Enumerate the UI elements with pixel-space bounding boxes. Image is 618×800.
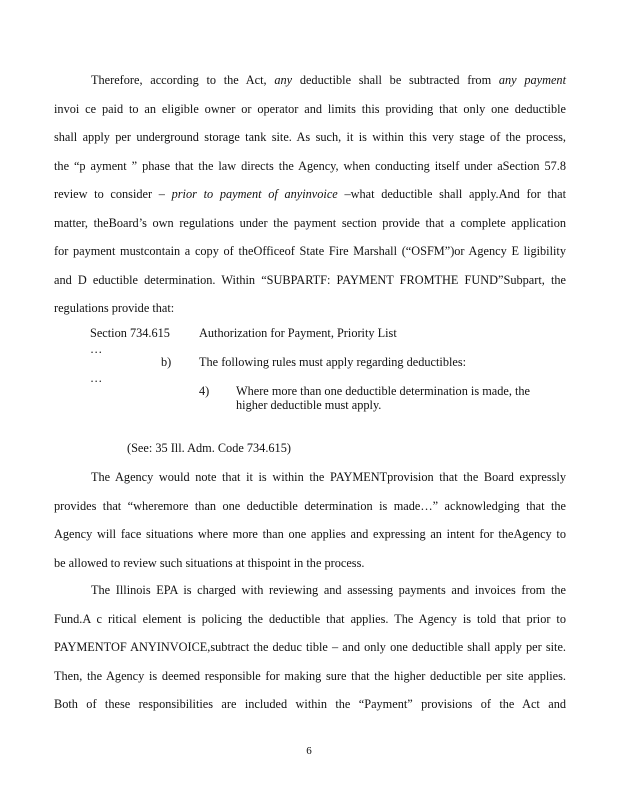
page-number: 6 <box>306 745 312 757</box>
paragraph-line <box>54 66 566 95</box>
paragraph-line: regulations provide that: <box>54 301 175 315</box>
emphasis-text: any payment <box>498 73 567 87</box>
quote-subitem-text: Where more than one deductible determination is made, the <box>236 384 530 398</box>
text-run: –what deductible shall apply.And for that <box>344 187 566 201</box>
paragraph-line: for payment mustcontain a copy of theOfficeof State Fire Marshall (“OSFM”)or Agency E ligibility <box>54 244 566 258</box>
quote-ellipsis: … <box>90 342 103 356</box>
paragraph-line: Both of these responsibilities are included within the “Payment” provisions of the Act and <box>54 697 566 711</box>
paragraph-line: shall apply per underground storage tank site. As such, it is within this very stage of the process, <box>54 130 566 144</box>
paragraph-line: Then, the Agency is deemed responsible for making sure that the higher deductible per site applies. <box>54 668 566 683</box>
quote-section-number: Section 734.615 <box>90 326 170 340</box>
text-run: deductible shall be subtracted from <box>299 73 492 87</box>
quote-ellipsis: … <box>90 371 103 385</box>
emphasis-text: prior to payment of anyinvoice <box>171 187 338 201</box>
paragraph-line: Fund.A c ritical element is policing the deductible that applies. The Agency is told that prior to <box>54 611 566 626</box>
paragraph-3 <box>54 576 566 719</box>
paragraph-line: matter, theBoard’s own regulations under the payment section provide that a complete application <box>54 215 566 230</box>
paragraph-line: invoi ce paid to an eligible owner or operator and limits this providing that only one deductible <box>54 101 566 116</box>
quote-item-label: b) <box>161 355 172 369</box>
paragraph-line: The Illinois EPA is charged with reviewing and assessing payments and invoices from the <box>91 583 566 597</box>
text-run: review to consider – <box>54 187 165 201</box>
quote-section-title: Authorization for Payment, Priority List <box>199 326 397 340</box>
paragraph-line: PAYMENTOF ANYINVOICE,subtract the deduc tible – and only one deductible shall apply per site. <box>54 640 566 654</box>
paragraph-line: the “p ayment ” phase that the law directs the Agency, when conducting itself under aSection 57.8 <box>54 158 566 173</box>
quote-subitem-label: 4) <box>199 384 210 398</box>
paragraph-1 <box>54 66 566 323</box>
quote-subitem-text: higher deductible must apply. <box>236 398 382 412</box>
quote-item-text: The following rules must apply regarding deductibles: <box>199 355 467 369</box>
emphasis-text: any <box>274 73 293 87</box>
paragraph-line: The Agency would note that it is within the PAYMENTprovision that the Board expressly <box>91 470 566 484</box>
paragraph-line: provides that “wheremore than one deductible determination is made…” acknowledging that the <box>54 498 566 513</box>
paragraph-line <box>54 180 566 209</box>
paragraph-line: be allowed to review such situations at thispoint in the process. <box>54 555 365 570</box>
citation: (See: 35 Ill. Adm. Code 734.615) <box>127 441 291 455</box>
paragraph-line: Agency will face situations where more than one applies and expressing an intent for theAgency to <box>54 527 566 541</box>
text-run: Therefore, according to the Act, <box>91 73 267 87</box>
paragraph-2 <box>54 463 566 577</box>
paragraph-line: and D eductible determination. Within “SUBPARTF: PAYMENT FROMTHE FUND”Subpart, the <box>54 272 566 287</box>
